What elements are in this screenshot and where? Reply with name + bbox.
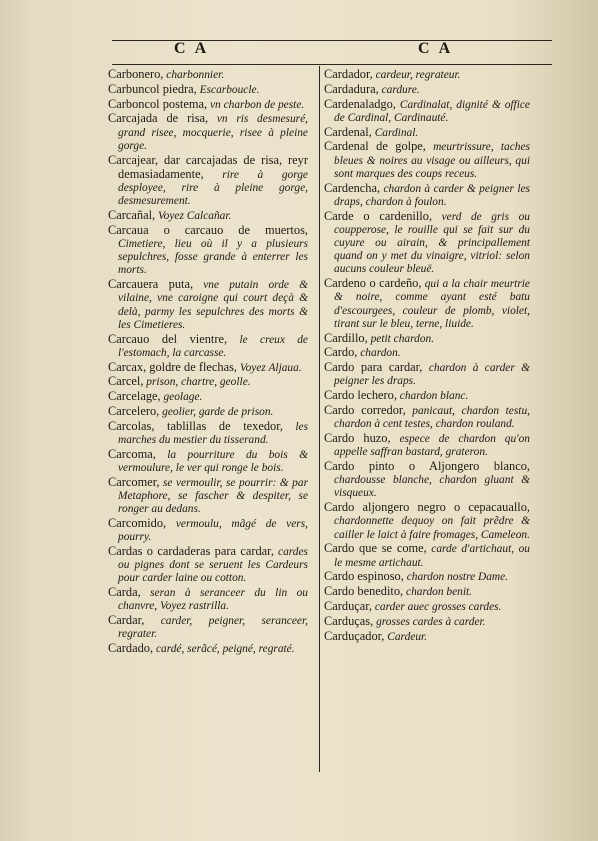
entry-definition: Cardinal. xyxy=(374,126,419,139)
entry-definition: Cardinalat, dignité & office de Cardinal, Cardinauté. xyxy=(334,98,530,124)
entry-headword: Cardo pinto o Aljongero blanco, xyxy=(324,459,530,473)
entry-headword: Cardo que se come, xyxy=(324,541,427,556)
left-column xyxy=(108,68,308,657)
entry-definition: petit chardon. xyxy=(370,332,435,345)
entry-headword: Cardillo, xyxy=(324,330,368,345)
header-rule xyxy=(112,64,552,65)
entry-definition: prison, chartre, geolle. xyxy=(146,376,251,389)
entry-definition: chardon. xyxy=(360,347,401,360)
entry-headword: Carcelage, xyxy=(108,389,161,404)
entry-headword: Carbonero, xyxy=(108,67,164,81)
entry-definition: cardeur, regrateur. xyxy=(375,69,461,81)
dictionary-entry xyxy=(108,405,308,419)
entry-definition: chardon nostre Dame. xyxy=(406,571,509,584)
column-divider xyxy=(319,66,320,772)
entry-definition: se vermoulir, se pourrir: & par Metaphore, se fascher & despiter, se ronger au dedans. xyxy=(118,476,308,516)
entry-definition: vn charbon de peste. xyxy=(209,98,305,111)
entry-definition: chardon benit. xyxy=(406,586,473,599)
dictionary-entry xyxy=(324,570,530,584)
entry-headword: Carbuncol piedra, xyxy=(108,81,197,96)
entry-definition: geolier, garde de prison. xyxy=(162,406,274,418)
dictionary-entry xyxy=(324,501,530,542)
entry-definition: cardé, serãcé, peigné, regraté. xyxy=(155,643,295,656)
entry-headword: Cardenaladgo, xyxy=(324,96,396,111)
entry-headword: Carcolas, tablillas de texedor, xyxy=(108,418,283,433)
entry-definition: Voyez Aljaua. xyxy=(239,361,302,374)
entry-definition: geolage. xyxy=(163,391,203,404)
entry-definition: les marches du mestier du tisserand. xyxy=(118,420,308,446)
entry-headword: Carda, xyxy=(108,585,141,600)
entry-definition: panicaut, chardon testu, chardon à cent testes, chardon rouland. xyxy=(334,405,530,431)
entry-headword: Cardas o cardaderas para cardar, xyxy=(108,544,274,558)
dictionary-entry xyxy=(324,630,530,644)
entry-headword: Carcomer, xyxy=(108,474,160,489)
entry-definition: qui a la chair meurtrie & noire, comme ayant esté batu d'escourgees, couleur de plomb, violet, tirant sur le bleu, terne, liuide. xyxy=(334,278,530,330)
entry-definition: Cardeur. xyxy=(387,630,428,643)
dictionary-entry xyxy=(324,585,530,599)
dictionary-entry xyxy=(324,126,530,140)
dictionary-entry xyxy=(108,333,308,360)
right-column xyxy=(324,68,530,644)
entry-headword: Carduçador, xyxy=(324,628,385,643)
dictionary-entry xyxy=(324,460,530,501)
entry-definition: carder auec grosses cardes. xyxy=(374,601,502,613)
dictionary-entry xyxy=(324,210,530,277)
entry-headword: Carcomido, xyxy=(108,516,167,530)
entry-definition: espece de chardon qu'on appelle saffran bastard, grateron. xyxy=(334,433,531,459)
entry-headword: Cardo espinoso, xyxy=(324,569,404,584)
dictionary-entry xyxy=(108,448,308,475)
dictionary-entry xyxy=(108,68,308,82)
entry-definition: verd de gris ou coupperose, le rouille qui se fait sur du cuyure ou airain, & principallement quand on y met du vinaigre, vitriol: selon aucuns couleur bleuë. xyxy=(334,210,530,276)
entry-definition: vermoulu, mãgé de vers, pourry. xyxy=(118,518,308,544)
entry-definition: seran à seranceer du lin ou chanvre, Voyez rastrilla. xyxy=(118,587,308,613)
entry-headword: Cardador, xyxy=(324,67,373,81)
running-head-left: C A xyxy=(174,40,210,57)
entry-definition: cardes ou pignes dont se seruent les Cardeurs pour carder laine ou cotton. xyxy=(118,546,308,585)
entry-headword: Carboncol postema, xyxy=(108,96,208,111)
entry-definition: le creux de l'estomach, la carcasse. xyxy=(118,333,308,359)
dictionary-entry xyxy=(108,476,308,517)
dictionary-entry xyxy=(324,615,530,629)
dictionary-entry xyxy=(324,182,530,209)
entry-headword: Cardenal de golpe, xyxy=(324,139,426,154)
dictionary-entry xyxy=(324,600,530,614)
entry-headword: Carcel, xyxy=(108,374,144,389)
entry-definition: charbonnier. xyxy=(166,69,225,81)
dictionary-entry xyxy=(324,404,530,431)
entry-definition: Escarboucle. xyxy=(199,83,260,96)
entry-definition: Cimetiere, lieu où il y a plusieurs sepulchres, fosse grande à enterrer les morts. xyxy=(118,238,308,277)
dictionary-entry xyxy=(324,361,530,388)
entry-headword: Carde o cardenillo, xyxy=(324,208,433,223)
dictionary-entry xyxy=(108,112,308,153)
dictionary-entry xyxy=(108,420,308,447)
entry-headword: Cardeno o cardeño, xyxy=(324,276,422,291)
dictionary-entry xyxy=(324,346,530,360)
entry-definition: cardure. xyxy=(381,83,420,96)
entry-headword: Cardadura, xyxy=(324,81,379,96)
entry-headword: Carcajear, dar carcajadas de risa, reyr demasiadamente, xyxy=(108,152,308,181)
dictionary-entry xyxy=(324,140,530,181)
dictionary-entry xyxy=(108,98,308,112)
entry-definition: carder, peigner, seranceer, regrater. xyxy=(118,615,308,641)
dictionary-entry xyxy=(324,332,530,346)
dictionary-entry xyxy=(108,375,308,389)
entry-headword: Cardo corredor, xyxy=(324,403,406,417)
dictionary-entry xyxy=(324,389,530,403)
entry-headword: Carcauo del vientre, xyxy=(108,331,228,346)
entry-definition: chardousse blanche, chardon gluant & visqueux. xyxy=(334,474,530,500)
entry-headword: Cardo, xyxy=(324,345,358,360)
entry-headword: Carcañal, xyxy=(108,208,156,222)
dictionary-entry xyxy=(324,98,530,125)
entry-headword: Cardo benedito, xyxy=(324,584,404,599)
dictionary-entry xyxy=(108,154,308,209)
entry-headword: Carcaua o carcauo de muertos, xyxy=(108,222,308,237)
dictionary-entry xyxy=(108,278,308,332)
entry-headword: Carcelero, xyxy=(108,404,160,418)
dictionary-entry xyxy=(324,277,530,331)
dictionary-entry xyxy=(108,224,308,278)
dictionary-entry xyxy=(108,642,308,656)
entry-definition: chardon à carder & peigner les draps. xyxy=(334,362,530,388)
entry-definition: la pourriture du bois & vermoulure, le ver qui ronge le bois. xyxy=(118,448,308,474)
entry-headword: Carduçar, xyxy=(324,599,373,613)
dictionary-entry xyxy=(108,390,308,404)
entry-headword: Cardo lechero, xyxy=(324,388,397,403)
dictionary-entry xyxy=(108,586,308,613)
entry-definition: rire à gorge desployee, rire à pleine gorge, desmesurement. xyxy=(118,168,308,208)
entry-headword: Cardo huzo, xyxy=(324,431,391,445)
entry-headword: Cardar, xyxy=(108,613,145,628)
entry-definition: vn ris desmesuré, grand risee, mocquerie, risee à pleine gorge. xyxy=(118,113,308,152)
entry-headword: Carcauera puta, xyxy=(108,277,194,292)
dictionary-entry xyxy=(108,545,308,586)
entry-definition: grosses cardes à carder. xyxy=(376,615,486,628)
dictionary-entry xyxy=(108,361,308,375)
dictionary-entry xyxy=(108,517,308,544)
entry-definition: chardon blanc. xyxy=(399,390,469,403)
entry-definition: chardon à carder & peigner les draps, chardon à foulon. xyxy=(334,182,530,208)
entry-headword: Carcoma, xyxy=(108,446,156,461)
dictionary-entry xyxy=(324,542,530,569)
entry-definition: chardonnette dequoy on fait prẽdre & cailler le laict à faire fromages, Cameleon. xyxy=(334,515,530,541)
entry-headword: Cardado, xyxy=(108,641,154,656)
entry-definition: carde d'artichaut, ou le mesme artichaut. xyxy=(334,543,530,569)
dictionary-entry xyxy=(108,209,308,223)
dictionary-entry xyxy=(108,614,308,641)
dictionary-entry xyxy=(324,432,530,459)
entry-headword: Cardenal, xyxy=(324,124,372,139)
entry-headword: Carcax, goldre de flechas, xyxy=(108,359,238,374)
running-head-right: C A xyxy=(418,40,454,57)
entry-headword: Carcajada de risa, xyxy=(108,111,209,126)
entry-definition: vne putain orde & vilaine, vne caroigne qui court deçà & delà, parmy les sepulchres des morts & les Cimetieres. xyxy=(118,279,308,331)
entry-definition: meurtrissure, taches bleues & noires au visage ou ailleurs, qui sont marques des coups receus. xyxy=(334,141,530,180)
entry-headword: Cardencha, xyxy=(324,180,381,195)
entry-definition: Voyez Calcañar. xyxy=(157,210,232,222)
entry-headword: Cardo aljongero negro o cepacauallo, xyxy=(324,500,530,515)
entry-headword: Cardo para cardar, xyxy=(324,360,423,375)
dictionary-entry xyxy=(108,83,308,97)
entry-headword: Carduças, xyxy=(324,613,374,628)
dictionary-entry xyxy=(324,68,530,82)
dictionary-entry xyxy=(324,83,530,97)
